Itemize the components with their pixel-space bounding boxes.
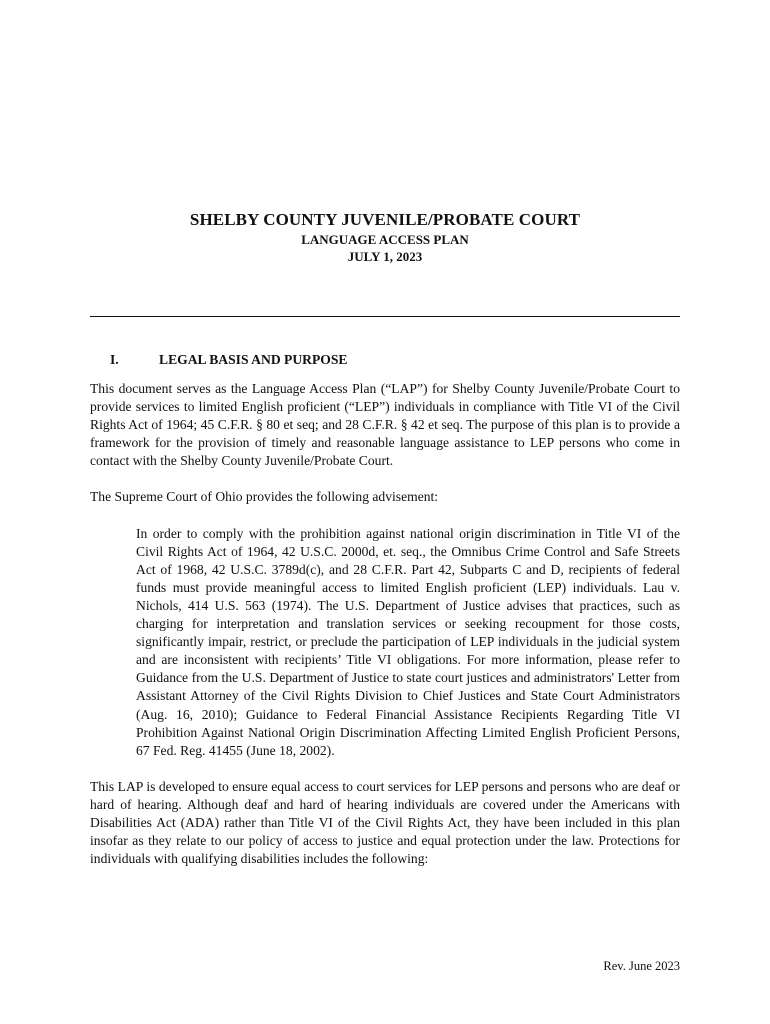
ada-paragraph: This LAP is developed to ensure equal access to court services for LEP persons and persons who are deaf or hard of hearing. Although deaf and hard of hearing individuals are covered under the Americans with Disabilities Act (ADA) rather than Title VI of the Civil Rights Act, they have been included in this plan insofar as they relate to our policy of access to justice and equal protection under the law. Protections for individuals with qualifying disabilities includes the following:: [90, 778, 680, 867]
document-date: JULY 1, 2023: [347, 249, 423, 264]
intro-paragraph: This document serves as the Language Access Plan (“LAP”) for Shelby County Juvenile/Probate Court to provide services to limited English proficient (“LEP”) individuals in compliance with Title VI of the Civil Rights Act of 1964; 45 C.F.R. § 80 et seq; and 28 C.F.R. § 42 et seq. The purpose of this plan is to provide a framework for the provision of timely and reasonable language assistance to LEP persons who come in contact with the Shelby County Juvenile/Probate Court.: [90, 381, 680, 469]
horizontal-divider: [90, 316, 680, 317]
section-title: LEGAL BASIS AND PURPOSE: [159, 352, 348, 367]
advisement-lead-paragraph: The Supreme Court of Ohio provides the following advisement:: [90, 489, 439, 505]
section-heading: [90, 350, 680, 370]
block-quote: In order to comply with the prohibition against national origin discrimination in Title VI of the Civil Rights Act of 1964, 42 U.S.C. 2000d, et. seq., the Omnibus Crime Control and Safe Streets Act of 1968, 42 U.S.C. 3789d(c), and 28 C.F.R. Part 42, Subparts C and D, recipients of federal funds must provide meaningful access to limited English proficient (LEP) individuals. Lau v. Nichols, 414 U.S. 563 (1974). The U.S. Department of Justice advises that practices, such as charging for interpretation and translation services or seeking recoupment for those costs, significantly impair, restrict, or preclude the participation of LEP individuals in the judicial system and are inconsistent with recipients’ Title VI obligations. For more information, please refer to Guidance from the U.S. Department of Justice to state court justices and administrators' Letter from Assistant Attorney of the Civil Rights Division to Chief Justices and State Court Administrators (Aug. 16, 2010); Guidance to Federal Financial Assistance Recipients Regarding Title VI Prohibition Against National Origin Discrimination Affecting Limited English Proficient Persons, 67 Fed. Reg. 41455 (June 18, 2002).: [136, 525, 680, 758]
title-block: [0, 209, 770, 265]
document-title: LANGUAGE ACCESS PLAN: [301, 232, 469, 247]
court-name: SHELBY COUNTY JUVENILE/PROBATE COURT: [189, 210, 581, 229]
section-number: I.: [110, 352, 119, 367]
revision-footer: Rev. June 2023: [603, 959, 680, 973]
document-body: [90, 350, 680, 868]
